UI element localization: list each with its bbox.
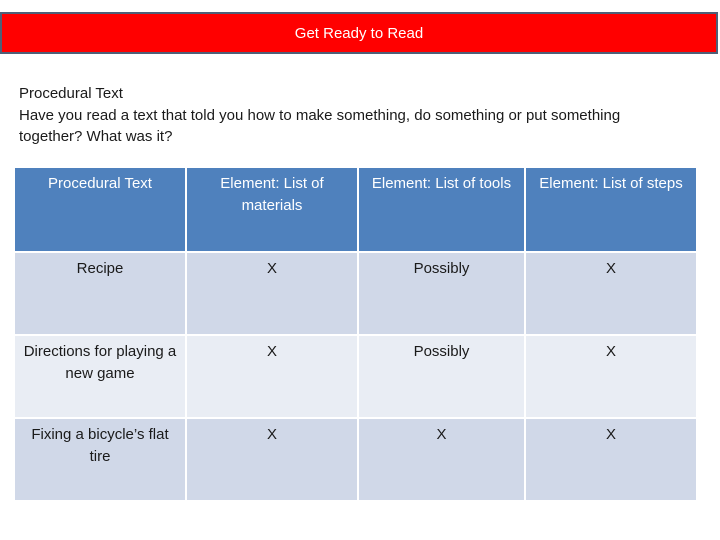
- table-cell: X: [526, 419, 696, 500]
- intro-heading: Procedural Text: [19, 85, 123, 102]
- column-header: Element: List of steps: [526, 168, 696, 251]
- table-row: [15, 336, 696, 417]
- title-banner: [0, 12, 718, 54]
- table-cell: X: [187, 253, 357, 334]
- table-cell: Directions for playing a new game: [15, 336, 185, 417]
- table-cell: Possibly: [359, 253, 524, 334]
- procedural-text-table: [13, 166, 698, 502]
- intro-question-line-2: together? What was it?: [19, 128, 173, 145]
- column-header: Element: List of tools: [359, 168, 524, 251]
- table-cell: X: [187, 419, 357, 500]
- intro-text: [19, 83, 709, 148]
- table-cell: Fixing a bicycle’s flat tire: [15, 419, 185, 500]
- table-cell: Possibly: [359, 336, 524, 417]
- table-row: [15, 253, 696, 334]
- table-cell: X: [359, 419, 524, 500]
- column-header: Element: List of materials: [187, 168, 357, 251]
- table-header-row: [15, 168, 696, 251]
- banner-title: Get Ready to Read: [294, 24, 424, 42]
- intro-question-line-1: Have you read a text that told you how to make something, do something or put something: [19, 106, 621, 124]
- table-cell: X: [187, 336, 357, 417]
- table-cell: X: [526, 253, 696, 334]
- column-header: Procedural Text: [15, 168, 185, 251]
- table-row: [15, 419, 696, 500]
- table-cell: X: [526, 336, 696, 417]
- table-cell: Recipe: [15, 253, 185, 334]
